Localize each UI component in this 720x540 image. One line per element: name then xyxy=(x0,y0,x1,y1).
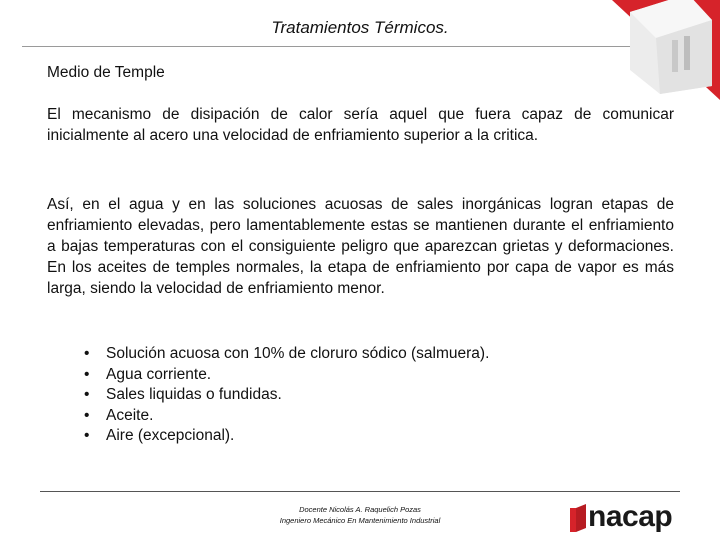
logo-mark-icon xyxy=(570,504,586,532)
list-item xyxy=(84,344,489,365)
list-item xyxy=(84,406,489,427)
bullet-icon: • xyxy=(84,345,90,362)
list-item xyxy=(84,385,489,406)
list-item xyxy=(84,365,489,386)
author-title: Ingeniero Mecánico En Mantenimiento Industrial xyxy=(279,516,441,525)
bullet-icon: • xyxy=(84,365,90,383)
logo-text: nacap xyxy=(588,500,673,533)
list-item xyxy=(84,426,489,447)
footer-divider xyxy=(40,491,680,492)
footer-author xyxy=(250,504,470,526)
header-divider xyxy=(22,46,678,47)
corner-decoration-icon xyxy=(600,0,720,100)
author-name: Docente Nicolás A. Raquelich Pozas xyxy=(299,505,421,514)
paragraph-1: El mecanismo de disipación de calor sería aquel que fuera capaz de comunicar inicialmente al acero una velocidad de enfriamiento superior a la critica. xyxy=(47,106,674,144)
list-item-text: Aceite. xyxy=(106,406,154,424)
inacap-logo xyxy=(570,496,672,532)
section-heading: Medio de Temple xyxy=(47,64,165,81)
paragraph-2: Así, en el agua y en las soluciones acuosas de sales inorgánicas logran etapas de enfriamiento elevadas, pero lamentablemente estas se mantienen durante el enfriamiento a bajas temperaturas con el consiguiente peligro que aparezcan grietas y deformaciones. En los aceites de temples normales, la etapa de enfriamiento por capa de vapor es más larga, siendo la velocidad de enfriamiento menor. xyxy=(47,196,674,297)
bullet-icon: • xyxy=(84,406,90,424)
list-item-text: Sales liquidas o fundidas. xyxy=(106,386,282,403)
bullet-icon: • xyxy=(84,427,90,444)
bullet-icon: • xyxy=(84,386,90,403)
bullet-list xyxy=(84,344,489,447)
list-item-text: Solución acuosa con 10% de cloruro sódico (salmuera). xyxy=(106,345,490,362)
list-item-text: Agua corriente. xyxy=(106,365,212,383)
list-item-text: Aire (excepcional). xyxy=(106,427,235,444)
header-title: Tratamientos Térmicos. xyxy=(271,18,449,37)
